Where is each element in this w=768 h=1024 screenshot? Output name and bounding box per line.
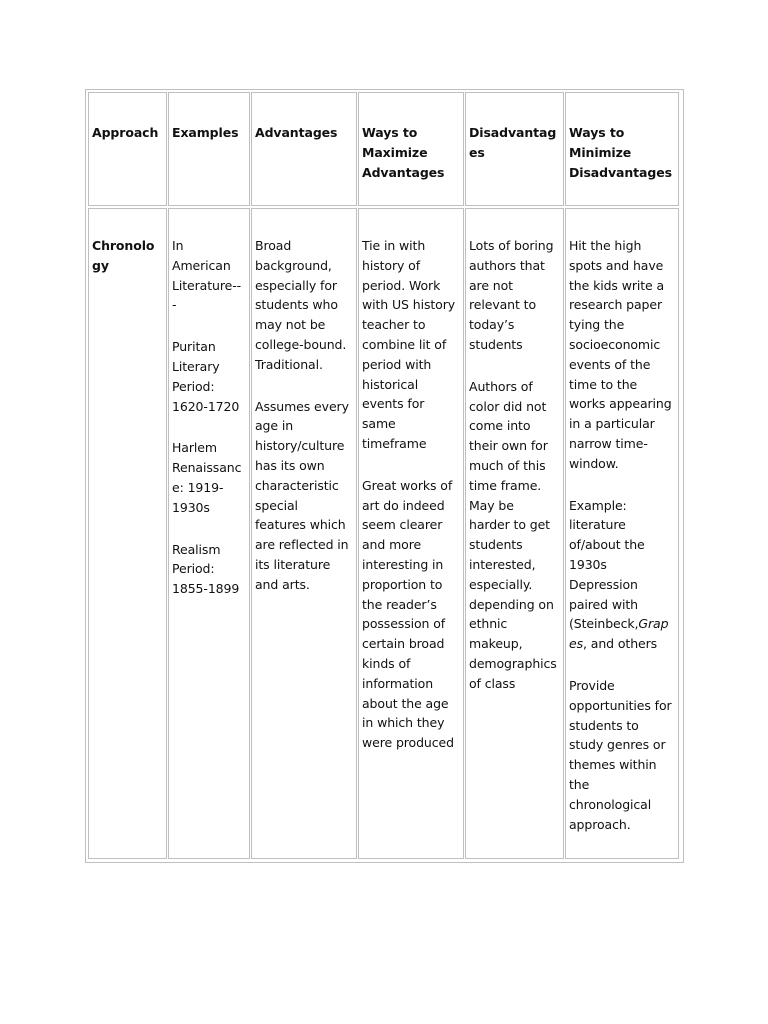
minimize-line: 1930s xyxy=(569,556,607,572)
header-maximize-advantages: Ways to Maximize Advantages xyxy=(358,92,464,206)
minimize-line: Example: xyxy=(569,497,627,513)
cell-maximize-advantages xyxy=(358,208,464,859)
header-examples: Examples xyxy=(168,92,250,206)
minimize-paragraph-3: Provide opportunities for students to study genres or themes within the chronological approach. xyxy=(569,677,672,832)
example-american-literature: In American Literature-- - xyxy=(172,238,242,313)
maximize-paragraph-1: Tie in with history of period. Work with US history teacher to combine lit of period with historical events for same timeframe xyxy=(362,238,456,451)
minimize-line-grapes xyxy=(569,634,675,654)
minimize-line-steinbeck xyxy=(569,614,675,634)
cell-disadvantages xyxy=(465,208,564,859)
minimize-paragraph-1: Hit the high spots and have the kids write a research paper tying the socioeconomic events of the time to the works appearing in a particular narrow time- window. xyxy=(569,238,672,471)
header-advantages: Advantages xyxy=(251,92,357,206)
advantages-paragraph-2: Assumes every age in history/culture has its own characteristic special features which are reflected in its literature and arts. xyxy=(255,398,349,592)
example-harlem: Harlem Renaissanc e: 1919- 1930s xyxy=(172,440,242,515)
minimize-paragraph-2 xyxy=(569,496,675,654)
minimize-line: Depression xyxy=(569,576,638,592)
steinbeck-text: (Steinbeck, xyxy=(569,616,639,632)
advantages-paragraph-1: Broad background, especially for students who may not be college-bound. Traditional. xyxy=(255,238,347,372)
cell-minimize-disadvantages xyxy=(565,208,679,859)
grapes-title-part1: Grap xyxy=(638,616,669,632)
example-realism: Realism Period: 1855-1899 xyxy=(172,541,240,597)
cell-advantages xyxy=(251,208,357,859)
minimize-line: paired with xyxy=(569,596,638,612)
disadvantages-paragraph-2: Authors of color did not come into their own for much of this time frame. May be harder to get students interested, especially. depending on ethnic makeup, demographics of class xyxy=(469,378,557,691)
and-others-text: , and others xyxy=(583,636,658,652)
minimize-line: of/about the xyxy=(569,537,645,553)
comparison-table xyxy=(85,89,684,863)
header-disadvantages: Disadvantag es xyxy=(465,92,564,206)
header-minimize-disadvantages: Ways to Minimize Disadvantages xyxy=(565,92,679,206)
cell-approach xyxy=(88,208,167,859)
example-puritan: Puritan Literary Period: 1620-1720 xyxy=(172,339,240,414)
disadvantages-paragraph-1: Lots of boring authors that are not relevant to today’s students xyxy=(469,238,554,352)
minimize-line: literature xyxy=(569,517,626,533)
cell-examples xyxy=(168,208,250,859)
approach-text: Chronolo gy xyxy=(92,238,155,273)
maximize-paragraph-2: Great works of art do indeed seem clearer and more interesting in proportion to the reader’s possession of certain broad kinds of information about the age in which they were produced xyxy=(362,477,454,751)
grapes-title-part2: es xyxy=(569,636,584,652)
header-approach: Approach xyxy=(88,92,167,206)
